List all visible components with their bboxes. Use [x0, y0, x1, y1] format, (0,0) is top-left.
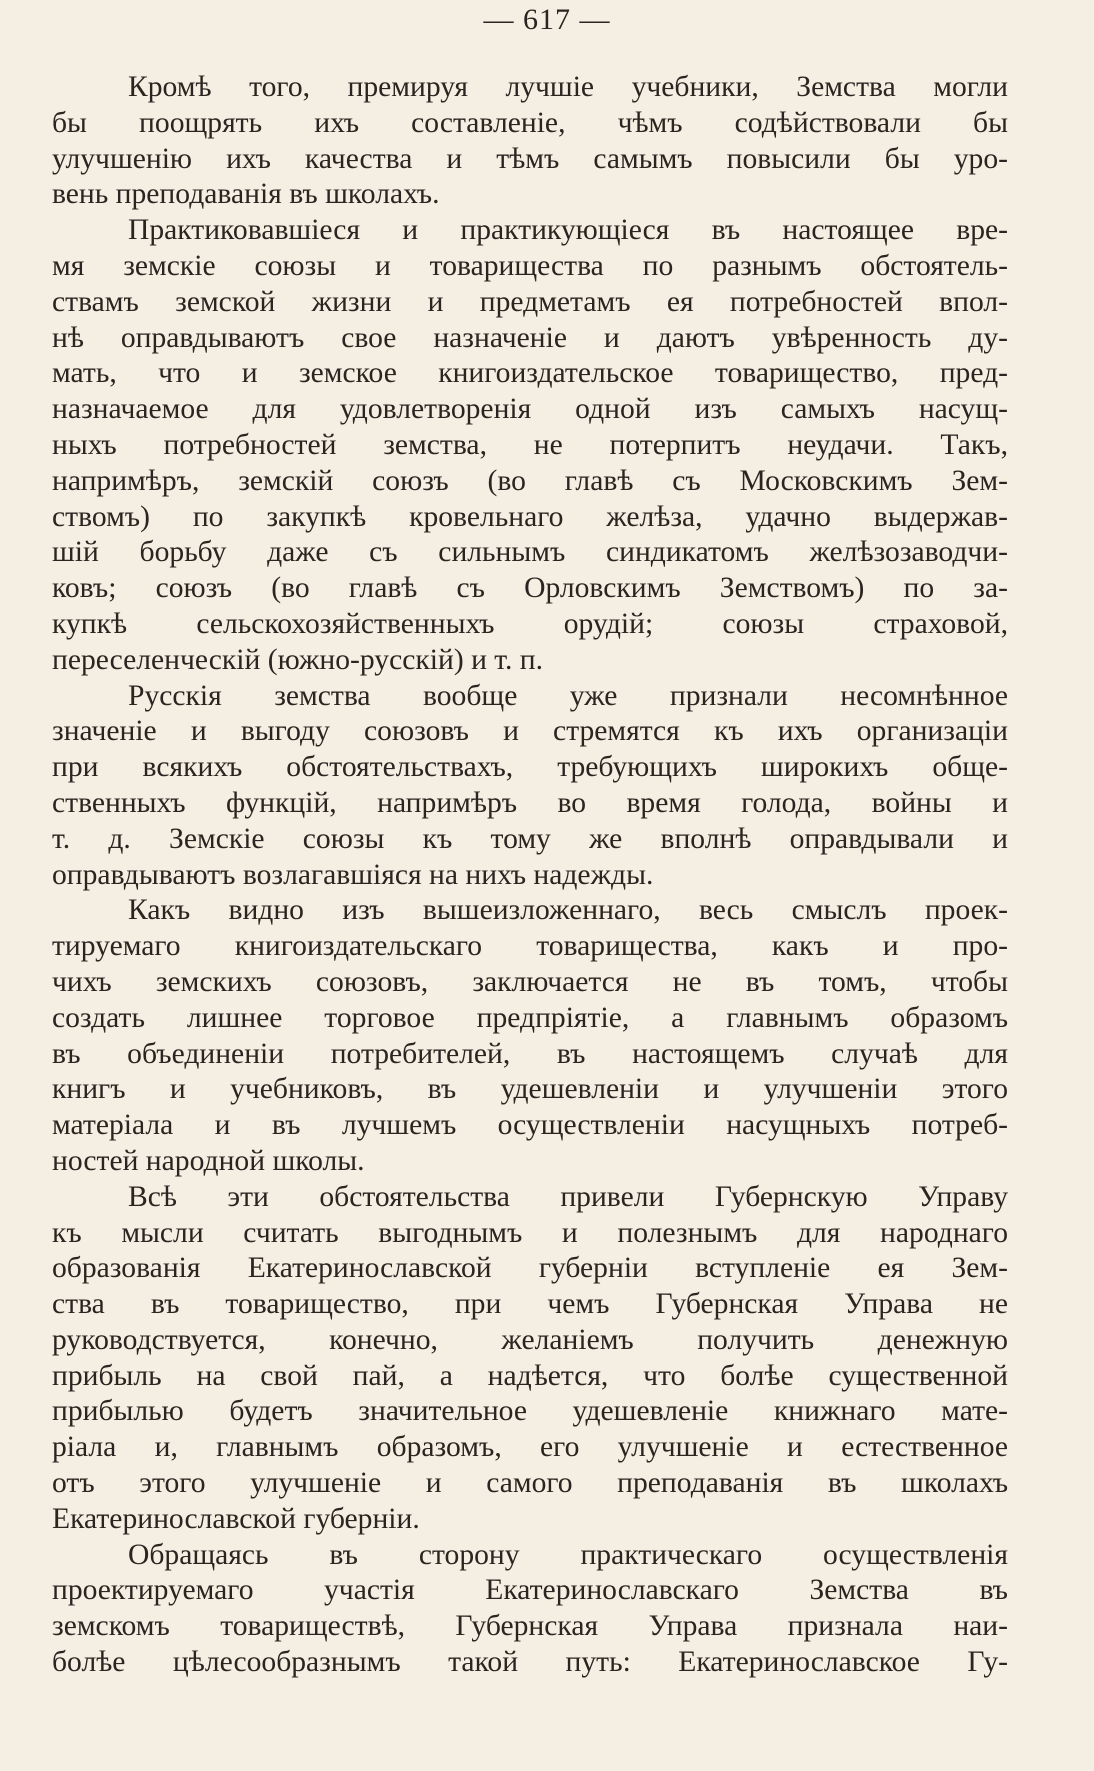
text-line: ріала и, главнымъ образомъ, его улучшеніе и естественное: [52, 1431, 1008, 1464]
text-line: ностей народной школы.: [52, 1144, 365, 1177]
text-line: назначаемое для удовлетворенія одной изъ самыхъ насущ-: [52, 393, 1008, 426]
text-line: Русскія земства вообще уже признали несомнѣнное: [128, 679, 1008, 712]
text-line: переселенческій (южно-русскій) и т. п.: [52, 643, 544, 676]
text-line: улучшенію ихъ качества и тѣмъ самымъ повысили бы уро-: [52, 142, 1008, 175]
text-line: чихъ земскихъ союзовъ, заключается не въ томъ, чтобы: [52, 965, 1008, 998]
page-number: — 617 —: [483, 3, 611, 36]
text-line: образованія Екатеринославской губерніи вступленіе ея Зем-: [52, 1252, 1008, 1285]
text-line: руководствуется, конечно, желаніемъ получить денежную: [52, 1323, 1008, 1356]
text-line: Практиковавшіеся и практикующіеся въ настоящее вре-: [128, 214, 1008, 247]
text-line: болѣе цѣлесообразнымъ такой путь: Екатеринославское Гу-: [52, 1646, 1008, 1679]
text-line: ственныхъ функцій, напримѣръ во время голода, войны и: [52, 786, 1008, 819]
paragraph: [52, 1180, 1008, 1538]
text-line: Всѣ эти обстоятельства привели Губернскую Управу: [128, 1180, 1008, 1213]
text-line: прибылью будетъ значительное удешевленіе книжнаго мате-: [52, 1395, 1008, 1428]
text-line: оправдываютъ возлагавшіяся на нихъ надежды.: [52, 858, 654, 891]
text-line: Екатеринославской губерніи.: [52, 1502, 420, 1535]
text-line: значеніе и выгоду союзовъ и стремятся къ ихъ организаціи: [52, 715, 1008, 748]
text-line: проектируемаго участія Екатеринославскаго Земства въ: [52, 1574, 1008, 1607]
text-line: тируемаго книгоиздательскаго товарищества, какъ и про-: [52, 930, 1008, 963]
text-line: земскомъ товариществѣ, Губернская Управа признала наи-: [52, 1610, 1008, 1643]
text-line: т. д. Земскіе союзы къ тому же вполнѣ оправдывали и: [52, 822, 1008, 855]
text-line: при всякихъ обстоятельствахъ, требующихъ широкихъ обще-: [52, 751, 1008, 784]
text-line: въ объединеніи потребителей, въ настоящемъ случаѣ для: [52, 1037, 1008, 1070]
text-line: шій борьбу даже съ сильнымъ синдикатомъ желѣзозаводчи-: [52, 536, 1008, 569]
text-line: бы поощрять ихъ составленіе, чѣмъ содѣйствовали бы: [52, 106, 1008, 139]
text-line: ныхъ потребностей земства, не потерпитъ неудачи. Такъ,: [52, 428, 1008, 461]
paragraph: [52, 1538, 1008, 1681]
paragraph: [52, 893, 1008, 1179]
paragraph: [52, 70, 1008, 213]
text-line: ствамъ земской жизни и предметамъ ея потребностей впол-: [52, 285, 1008, 318]
text-line: Обращаясь въ сторону практическаго осуществленія: [128, 1538, 1008, 1571]
text-line: отъ этого улучшеніе и самого преподаванія въ школахъ: [52, 1467, 1008, 1500]
text-line: напримѣръ, земскій союзъ (во главѣ съ Московскимъ Зем-: [52, 464, 1008, 497]
text-line: мя земскіе союзы и товарищества по разнымъ обстоятель-: [52, 249, 1008, 282]
text-line: къ мысли считать выгоднымъ и полезнымъ для народнаго: [52, 1216, 1008, 1249]
text-line: нѣ оправдываютъ свое назначеніе и даютъ увѣренность ду-: [52, 321, 1008, 354]
text-line: ствомъ) по закупкѣ кровельнаго желѣза, удачно выдержав-: [52, 500, 1008, 533]
text-line: вень преподаванія въ школахъ.: [52, 178, 440, 211]
text-line: создать лишнее торговое предпріятіе, а главнымъ образомъ: [52, 1001, 1008, 1034]
paragraph: [52, 213, 1008, 678]
text-line: ковъ; союзъ (во главѣ съ Орловскимъ Земствомъ) по за-: [52, 572, 1008, 605]
text-line: купкѣ сельскохозяйственныхъ орудій; союзы страховой,: [52, 607, 1008, 640]
paragraph: [52, 679, 1008, 894]
body-text: [52, 70, 1008, 1681]
text-line: ства въ товарищество, при чемъ Губернская Управа не: [52, 1288, 1008, 1321]
text-line: мать, что и земское книгоиздательское товарищество, пред-: [52, 357, 1008, 390]
text-line: Какъ видно изъ вышеизложеннаго, весь смыслъ проек-: [128, 894, 1008, 927]
text-line: матеріала и въ лучшемъ осуществленіи насущныхъ потреб-: [52, 1109, 1008, 1142]
text-line: прибыль на свой пай, а надѣется, что болѣе существенной: [52, 1359, 1008, 1392]
text-line: книгъ и учебниковъ, въ удешевленіи и улучшеніи этого: [52, 1073, 1008, 1106]
text-line: Кромѣ того, премируя лучшіе учебники, Земства могли: [128, 71, 1008, 103]
